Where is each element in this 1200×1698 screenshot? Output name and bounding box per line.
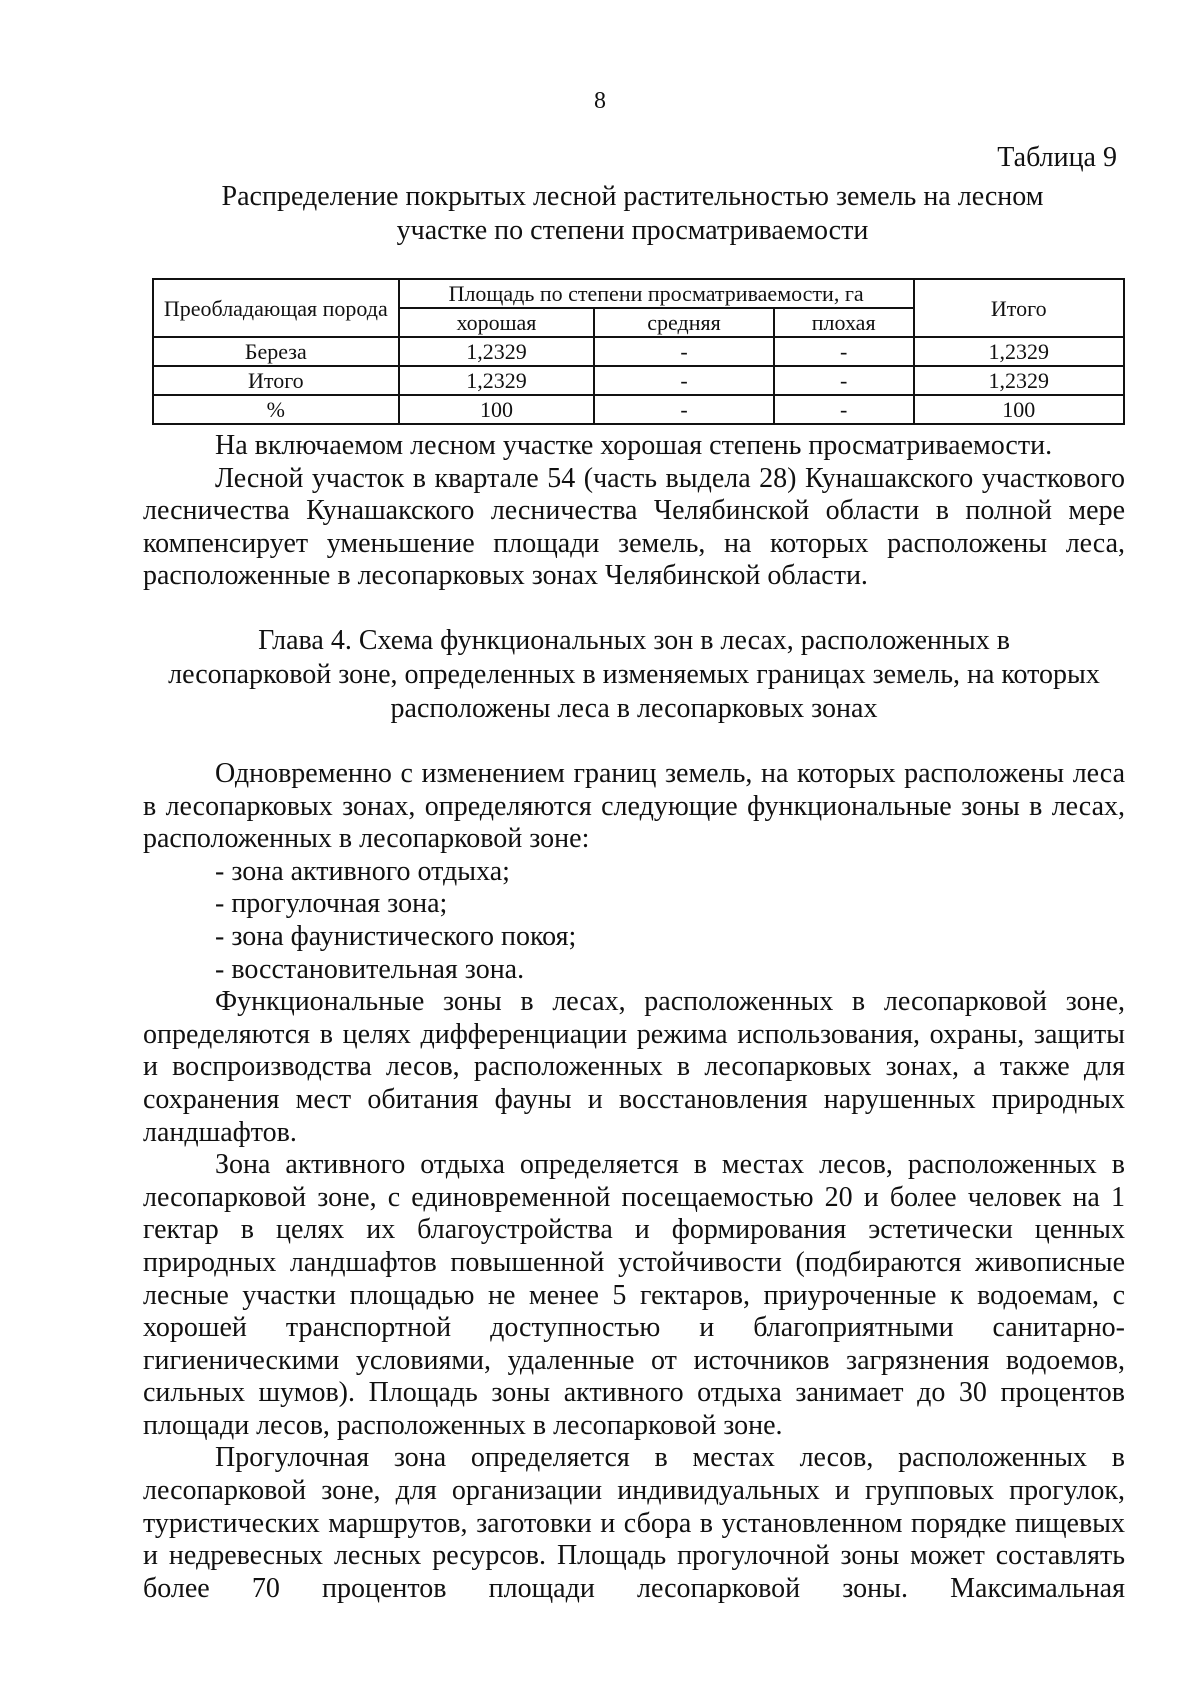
list-item: - зона активного отдыха; (215, 855, 510, 887)
chapter-heading-line-2: лесопарковой зоне, определенных в изменяемых границах земель, на которых (168, 659, 1100, 690)
table-label: Таблица 9 (997, 142, 1117, 173)
table-row (153, 366, 1124, 395)
table-header-row (153, 279, 1124, 308)
cell-total: 1,2329 (914, 366, 1124, 395)
chapter-heading-line-1: Глава 4. Схема функциональных зон в лесах, расположенных в (258, 625, 1010, 656)
header-total: Итого (914, 279, 1124, 337)
cell-medium: - (594, 337, 774, 366)
table-row (153, 337, 1124, 366)
visibility-table (152, 278, 1125, 425)
cell-poor: - (774, 337, 914, 366)
header-species: Преобладающая порода (153, 279, 399, 337)
cell-poor: - (774, 395, 914, 424)
header-area-group: Площадь по степени просматриваемости, га (399, 279, 914, 308)
paragraph-visibility-note: На включаемом лесном участке хорошая степень просматриваемости. (215, 430, 1053, 461)
cell-species: Береза (153, 337, 399, 366)
cell-total: 1,2329 (914, 337, 1124, 366)
chapter-heading (143, 624, 1125, 726)
text-block-2 (143, 758, 1125, 1605)
list-item: - зона фаунистического покоя; (215, 920, 577, 952)
cell-poor: - (774, 366, 914, 395)
list-item: - прогулочная зона; (215, 888, 448, 920)
paragraph-purpose: Функциональные зоны в лесах, расположенных в лесопарковой зоне, определяются в целях дифференциации режима использования, охраны, защиты и воспроизводства лесов, расположенных в лесопарковых зонах, а также для сохранения мест обитания фауны и восстановления нарушенных природных ландшафтов. (143, 986, 1125, 1148)
table-title (140, 180, 1125, 248)
cell-good: 1,2329 (399, 337, 595, 366)
cell-species: Итого (153, 366, 399, 395)
header-good: хорошая (399, 308, 595, 337)
cell-medium: - (594, 395, 774, 424)
cell-good: 100 (399, 395, 595, 424)
table-title-line-1: Распределение покрытых лесной растительностью земель на лесном (221, 181, 1044, 212)
header-medium: средняя (594, 308, 774, 337)
paragraph-walking-zone: Прогулочная зона определяется в местах лесов, расположенных в лесопарковой зоне, для организации индивидуальных и групповых прогулок, туристических маршрутов, заготовки и сбора в установленном порядке пищевых и недревесных лесных ресурсов. Площадь прогулочной зоны может составлять более 70 процентов площади лесопарковой зоны. Максимальная (143, 1442, 1125, 1604)
page-number: 8 (594, 88, 606, 114)
paragraph-compensation: Лесной участок в квартале 54 (часть выдела 28) Кунашакского участкового лесничества Кунашакского лесничества Челябинской области в полной мере компенсирует уменьшение площади земель, на которых расположены леса, расположенные в лесопарковых зонах Челябинской области. (143, 462, 1125, 592)
list-item: - восстановительная зона. (215, 953, 525, 985)
cell-good: 1,2329 (399, 366, 595, 395)
text-block-1 (143, 430, 1125, 593)
chapter-heading-line-3: расположены леса в лесопарковых зонах (390, 693, 878, 724)
header-poor: плохая (774, 308, 914, 337)
paragraph-active-zone: Зона активного отдыха определяется в местах лесов, расположенных в лесопарковой зоне, с единовременной посещаемостью 20 и более человек на 1 гектар в целях их благоустройства и формирования эстетически ценных природных ландшафтов повышенной устойчивости (подбираются живописные лесные участки площадью не менее 5 гектаров, приуроченные к водоемам, с хорошей транспортной доступностью и благоприятными санитарно-гигиеническими условиями, удаленные от источников загрязнения водоемов, сильных шумов). Площадь зоны активного отдыха занимает до 30 процентов площади лесов, расположенных в лесопарковой зоне. (143, 1149, 1125, 1441)
cell-medium: - (594, 366, 774, 395)
cell-species: % (153, 395, 399, 424)
table-title-line-2: участке по степени просматриваемости (396, 215, 869, 246)
table-row (153, 395, 1124, 424)
cell-total: 100 (914, 395, 1124, 424)
paragraph-zones-intro: Одновременно с изменением границ земель, на которых расположены леса в лесопарковых зонах, определяются следующие функциональные зоны в лесах, расположенных в лесопарковой зоне: (143, 758, 1125, 855)
